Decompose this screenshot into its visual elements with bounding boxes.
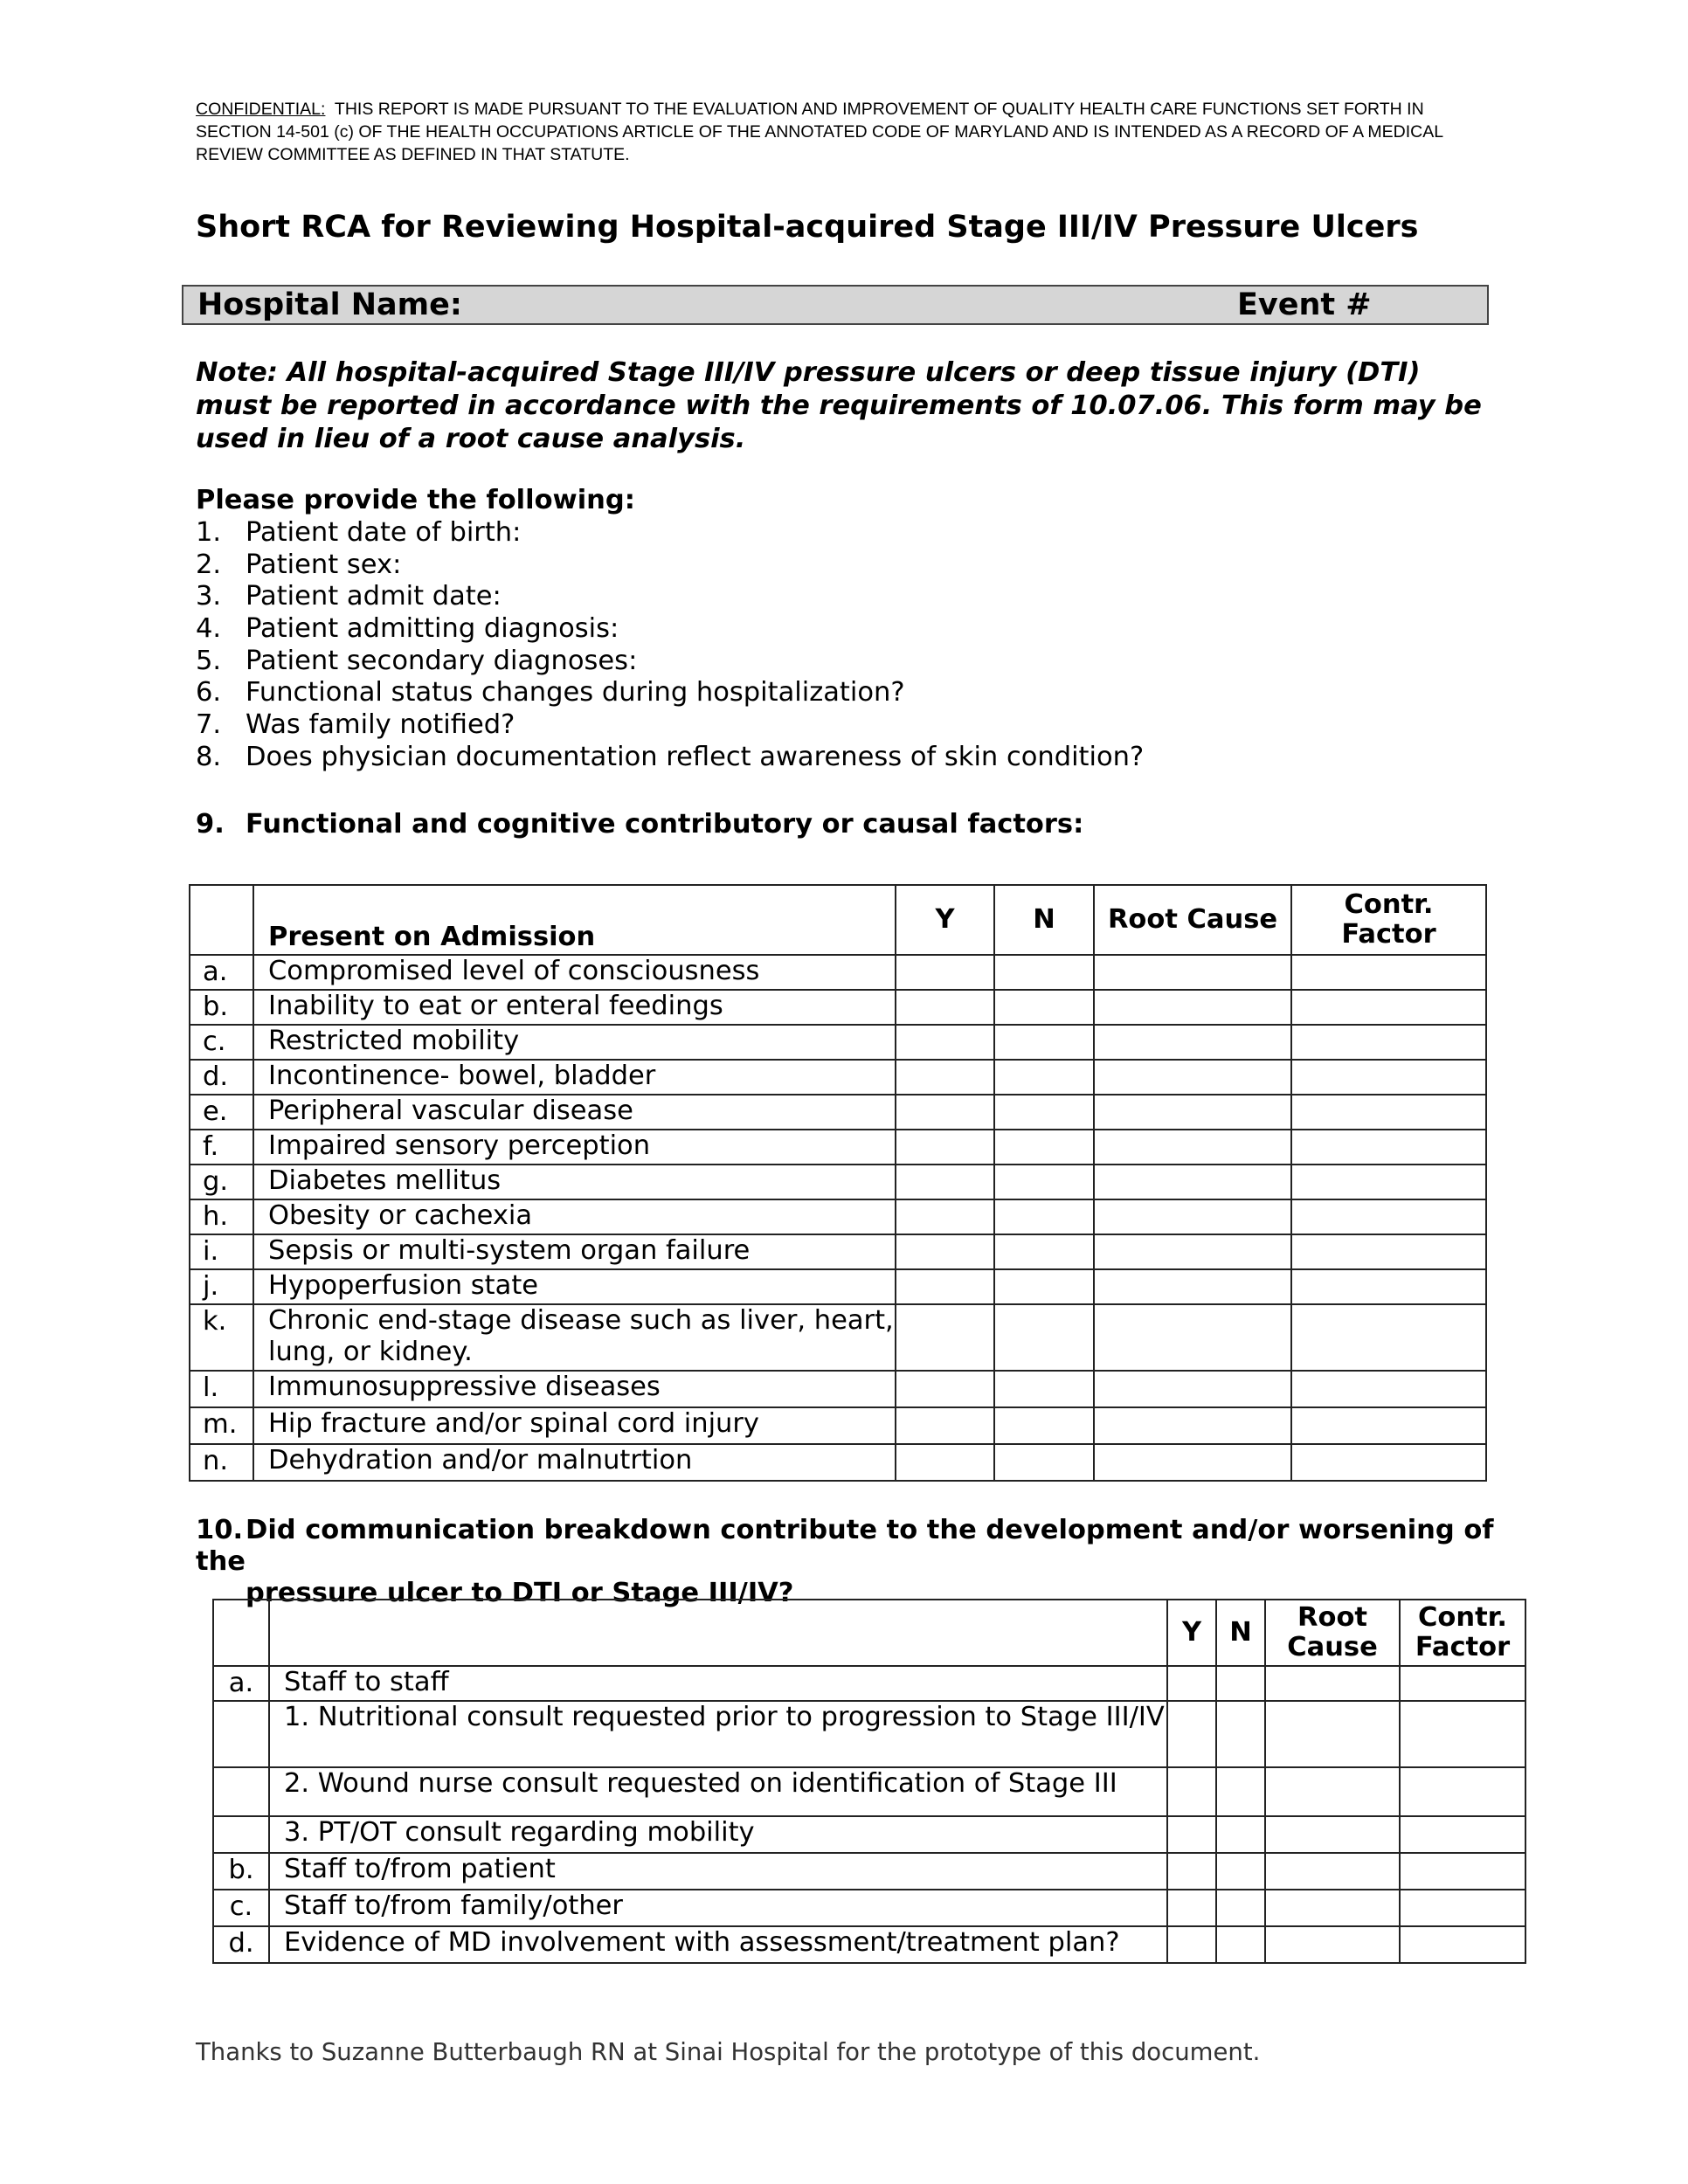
n-cell[interactable] bbox=[994, 1371, 1094, 1407]
section10-heading: 10.Did communication breakdown contribute to the development and/or worsening of the pressure ulcer to DTI or Stage III/IV? bbox=[196, 1515, 1494, 1608]
root-cause-cell[interactable] bbox=[1094, 1371, 1291, 1407]
question-item: 6. Functional status changes during hospitalization? bbox=[196, 677, 905, 708]
contr-factor-cell[interactable] bbox=[1291, 1304, 1486, 1371]
n-cell[interactable] bbox=[1216, 1816, 1265, 1853]
table-row: i. Sepsis or multi-system organ failure bbox=[190, 1234, 1486, 1269]
n-cell[interactable] bbox=[994, 1444, 1094, 1481]
root-cause-cell[interactable] bbox=[1265, 1890, 1400, 1926]
table-header-row bbox=[213, 1600, 1525, 1666]
question-list bbox=[196, 517, 1144, 774]
n-cell[interactable] bbox=[1216, 1853, 1265, 1890]
reporting-note: Note: All hospital-acquired Stage III/IV pressure ulcers or deep tissue injury (DTI) must be reported in accordance with the requirements of 10.07.06. This form may be used in lieu of a root cause analysis. bbox=[196, 357, 1482, 454]
table-header-row bbox=[190, 885, 1486, 955]
n-cell[interactable] bbox=[994, 1234, 1094, 1269]
root-cause-header: Root Cause bbox=[1265, 1600, 1400, 1666]
no-header: N bbox=[994, 885, 1094, 955]
n-cell[interactable] bbox=[994, 1304, 1094, 1371]
confidential-text: THIS REPORT IS MADE PURSUANT TO THE EVALUATION AND IMPROVEMENT OF QUALITY HEALTH CARE FUNCTIONS SET FORTH IN SECTION 14-501 (c) OF THE HEALTH OCCUPATIONS ARTICLE OF THE ANNOTATED CODE OF MARYLAND AND IS INTENDED AS A RECORD OF A MEDICAL REVIEW COMMITTEE AS DEFINED IN THAT STATUTE. bbox=[196, 100, 1443, 164]
root-cause-cell[interactable] bbox=[1094, 1234, 1291, 1269]
table-row: b. Inability to eat or enteral feedings bbox=[190, 990, 1486, 1025]
contr-factor-cell[interactable] bbox=[1291, 955, 1486, 990]
root-cause-cell[interactable] bbox=[1094, 1199, 1291, 1234]
question-item: 4. Patient admitting diagnosis: bbox=[196, 613, 619, 645]
question-item: 2. Patient sex: bbox=[196, 549, 402, 580]
root-cause-cell[interactable] bbox=[1094, 1165, 1291, 1199]
n-cell[interactable] bbox=[994, 1025, 1094, 1060]
root-cause-cell[interactable] bbox=[1265, 1926, 1400, 1963]
y-cell[interactable] bbox=[896, 1165, 994, 1199]
y-cell[interactable] bbox=[896, 1304, 994, 1371]
confidential-label: CONFIDENTIAL: bbox=[196, 100, 326, 119]
n-cell[interactable] bbox=[1216, 1767, 1265, 1816]
n-cell[interactable] bbox=[994, 1165, 1094, 1199]
root-cause-cell[interactable] bbox=[1094, 1407, 1291, 1444]
provide-heading: Please provide the following: bbox=[196, 485, 635, 515]
n-cell[interactable] bbox=[994, 1199, 1094, 1234]
y-cell[interactable] bbox=[896, 1199, 994, 1234]
contr-factor-cell[interactable] bbox=[1400, 1890, 1525, 1926]
y-cell[interactable] bbox=[896, 1269, 994, 1304]
table-row: f. Impaired sensory perception bbox=[190, 1130, 1486, 1165]
contr-factor-cell[interactable] bbox=[1291, 1095, 1486, 1130]
question-item: 5. Patient secondary diagnoses: bbox=[196, 645, 638, 676]
table-row: e. Peripheral vascular disease bbox=[190, 1095, 1486, 1130]
y-cell[interactable] bbox=[1167, 1767, 1216, 1816]
y-cell[interactable] bbox=[896, 1371, 994, 1407]
y-cell[interactable] bbox=[896, 955, 994, 990]
n-cell[interactable] bbox=[1216, 1890, 1265, 1926]
contr-factor-cell[interactable] bbox=[1400, 1666, 1525, 1701]
n-cell[interactable] bbox=[994, 1060, 1094, 1095]
question-item: 1. Patient date of birth: bbox=[196, 517, 522, 548]
question-item: 3. Patient admit date: bbox=[196, 581, 502, 612]
y-cell[interactable] bbox=[896, 1234, 994, 1269]
hospital-event-bar bbox=[182, 285, 1489, 325]
contr-factor-cell[interactable] bbox=[1291, 1130, 1486, 1165]
table-row: d. Evidence of MD involvement with assessment/treatment plan? bbox=[213, 1926, 1525, 1963]
contr-factor-cell[interactable] bbox=[1400, 1816, 1525, 1853]
y-cell[interactable] bbox=[1167, 1853, 1216, 1890]
table-row: d. Incontinence- bowel, bladder bbox=[190, 1060, 1486, 1095]
present-on-admission-header: Present on Admission bbox=[253, 885, 896, 955]
y-cell[interactable] bbox=[896, 1130, 994, 1165]
y-cell[interactable] bbox=[1167, 1926, 1216, 1963]
table-row: k. Chronic end-stage disease such as liver, heart, lung, or kidney. bbox=[190, 1304, 1486, 1371]
root-cause-cell[interactable] bbox=[1094, 1269, 1291, 1304]
n-cell[interactable] bbox=[994, 955, 1094, 990]
table-row: c. Restricted mobility bbox=[190, 1025, 1486, 1060]
yes-header: Y bbox=[1167, 1600, 1216, 1666]
contr-factor-cell[interactable] bbox=[1291, 1165, 1486, 1199]
contr-factor-cell[interactable] bbox=[1291, 990, 1486, 1025]
confidentiality-notice bbox=[196, 98, 1498, 166]
y-cell[interactable] bbox=[896, 1025, 994, 1060]
table-row: c. Staff to/from family/other bbox=[213, 1890, 1525, 1926]
table-row: n. Dehydration and/or malnutrtion bbox=[190, 1444, 1486, 1481]
table-row: h. Obesity or cachexia bbox=[190, 1199, 1486, 1234]
contr-factor-header: Contr. Factor bbox=[1291, 885, 1486, 955]
contr-factor-cell[interactable] bbox=[1291, 1234, 1486, 1269]
contr-factor-header: Contr. Factor bbox=[1400, 1600, 1525, 1666]
communication-breakdown-table bbox=[212, 1599, 1526, 1964]
functional-factors-table bbox=[189, 884, 1487, 1482]
y-cell[interactable] bbox=[1167, 1701, 1216, 1767]
contr-factor-cell[interactable] bbox=[1291, 1444, 1486, 1481]
root-cause-cell[interactable] bbox=[1094, 1304, 1291, 1371]
header-blank-cell bbox=[190, 885, 253, 955]
root-cause-header: Root Cause bbox=[1094, 885, 1291, 955]
y-cell[interactable] bbox=[896, 990, 994, 1025]
n-cell[interactable] bbox=[994, 1269, 1094, 1304]
contr-factor-cell[interactable] bbox=[1400, 1853, 1525, 1890]
y-cell[interactable] bbox=[896, 1095, 994, 1130]
section9-heading: 9. Functional and cognitive contributory or causal factors: bbox=[196, 809, 1084, 840]
root-cause-cell[interactable] bbox=[1094, 1060, 1291, 1095]
root-cause-cell[interactable] bbox=[1265, 1767, 1400, 1816]
table-row: a. Compromised level of consciousness bbox=[190, 955, 1486, 990]
contr-factor-cell[interactable] bbox=[1291, 1060, 1486, 1095]
root-cause-cell[interactable] bbox=[1265, 1853, 1400, 1890]
table-row: g. Diabetes mellitus bbox=[190, 1165, 1486, 1199]
question-item: 8. Does physician documentation reflect awareness of skin condition? bbox=[196, 741, 1145, 772]
y-cell[interactable] bbox=[896, 1444, 994, 1481]
root-cause-cell[interactable] bbox=[1094, 1444, 1291, 1481]
y-cell[interactable] bbox=[896, 1407, 994, 1444]
table-row: b. Staff to/from patient bbox=[213, 1853, 1525, 1890]
root-cause-cell[interactable] bbox=[1094, 1130, 1291, 1165]
contr-factor-cell[interactable] bbox=[1291, 1371, 1486, 1407]
root-cause-cell[interactable] bbox=[1094, 955, 1291, 990]
contr-factor-cell[interactable] bbox=[1291, 1269, 1486, 1304]
hospital-name-label: Hospital Name: bbox=[197, 287, 462, 322]
n-cell[interactable] bbox=[1216, 1926, 1265, 1963]
table-row: 2. Wound nurse consult requested on identification of Stage III bbox=[213, 1767, 1525, 1816]
root-cause-cell[interactable] bbox=[1265, 1701, 1400, 1767]
y-cell[interactable] bbox=[1167, 1666, 1216, 1701]
y-cell[interactable] bbox=[1167, 1816, 1216, 1853]
n-cell[interactable] bbox=[1216, 1701, 1265, 1767]
no-header: N bbox=[1216, 1600, 1265, 1666]
n-cell[interactable] bbox=[994, 1407, 1094, 1444]
n-cell[interactable] bbox=[994, 990, 1094, 1025]
header-blank-cell bbox=[269, 1600, 1167, 1666]
root-cause-cell[interactable] bbox=[1265, 1816, 1400, 1853]
table-row: l. Immunosuppressive diseases bbox=[190, 1371, 1486, 1407]
question-item: 7. Was family notified? bbox=[196, 709, 515, 741]
contr-factor-cell[interactable] bbox=[1291, 1025, 1486, 1060]
contr-factor-cell[interactable] bbox=[1291, 1407, 1486, 1444]
root-cause-cell[interactable] bbox=[1265, 1666, 1400, 1701]
footer-credit: Thanks to Suzanne Butterbaugh RN at Sinai Hospital for the prototype of this document. bbox=[196, 2038, 1261, 2066]
yes-header: Y bbox=[896, 885, 994, 955]
root-cause-cell[interactable] bbox=[1094, 1025, 1291, 1060]
header-blank-cell bbox=[213, 1600, 269, 1666]
table-row: 1. Nutritional consult requested prior to progression to Stage III/IV bbox=[213, 1701, 1525, 1767]
contr-factor-cell[interactable] bbox=[1400, 1701, 1525, 1767]
root-cause-cell[interactable] bbox=[1094, 1095, 1291, 1130]
n-cell[interactable] bbox=[994, 1130, 1094, 1165]
y-cell[interactable] bbox=[896, 1060, 994, 1095]
event-number-label: Event # bbox=[1237, 287, 1372, 322]
n-cell[interactable] bbox=[994, 1095, 1094, 1130]
y-cell[interactable] bbox=[1167, 1890, 1216, 1926]
table-row: m. Hip fracture and/or spinal cord injury bbox=[190, 1407, 1486, 1444]
page-title: Short RCA for Reviewing Hospital-acquired Stage III/IV Pressure Ulcers bbox=[196, 210, 1419, 245]
contr-factor-cell[interactable] bbox=[1291, 1199, 1486, 1234]
table-row: 3. PT/OT consult regarding mobility bbox=[213, 1816, 1525, 1853]
table-row: j. Hypoperfusion state bbox=[190, 1269, 1486, 1304]
n-cell[interactable] bbox=[1216, 1666, 1265, 1701]
contr-factor-cell[interactable] bbox=[1400, 1767, 1525, 1816]
contr-factor-cell[interactable] bbox=[1400, 1926, 1525, 1963]
table-row: a. Staff to staff bbox=[213, 1666, 1525, 1701]
root-cause-cell[interactable] bbox=[1094, 990, 1291, 1025]
